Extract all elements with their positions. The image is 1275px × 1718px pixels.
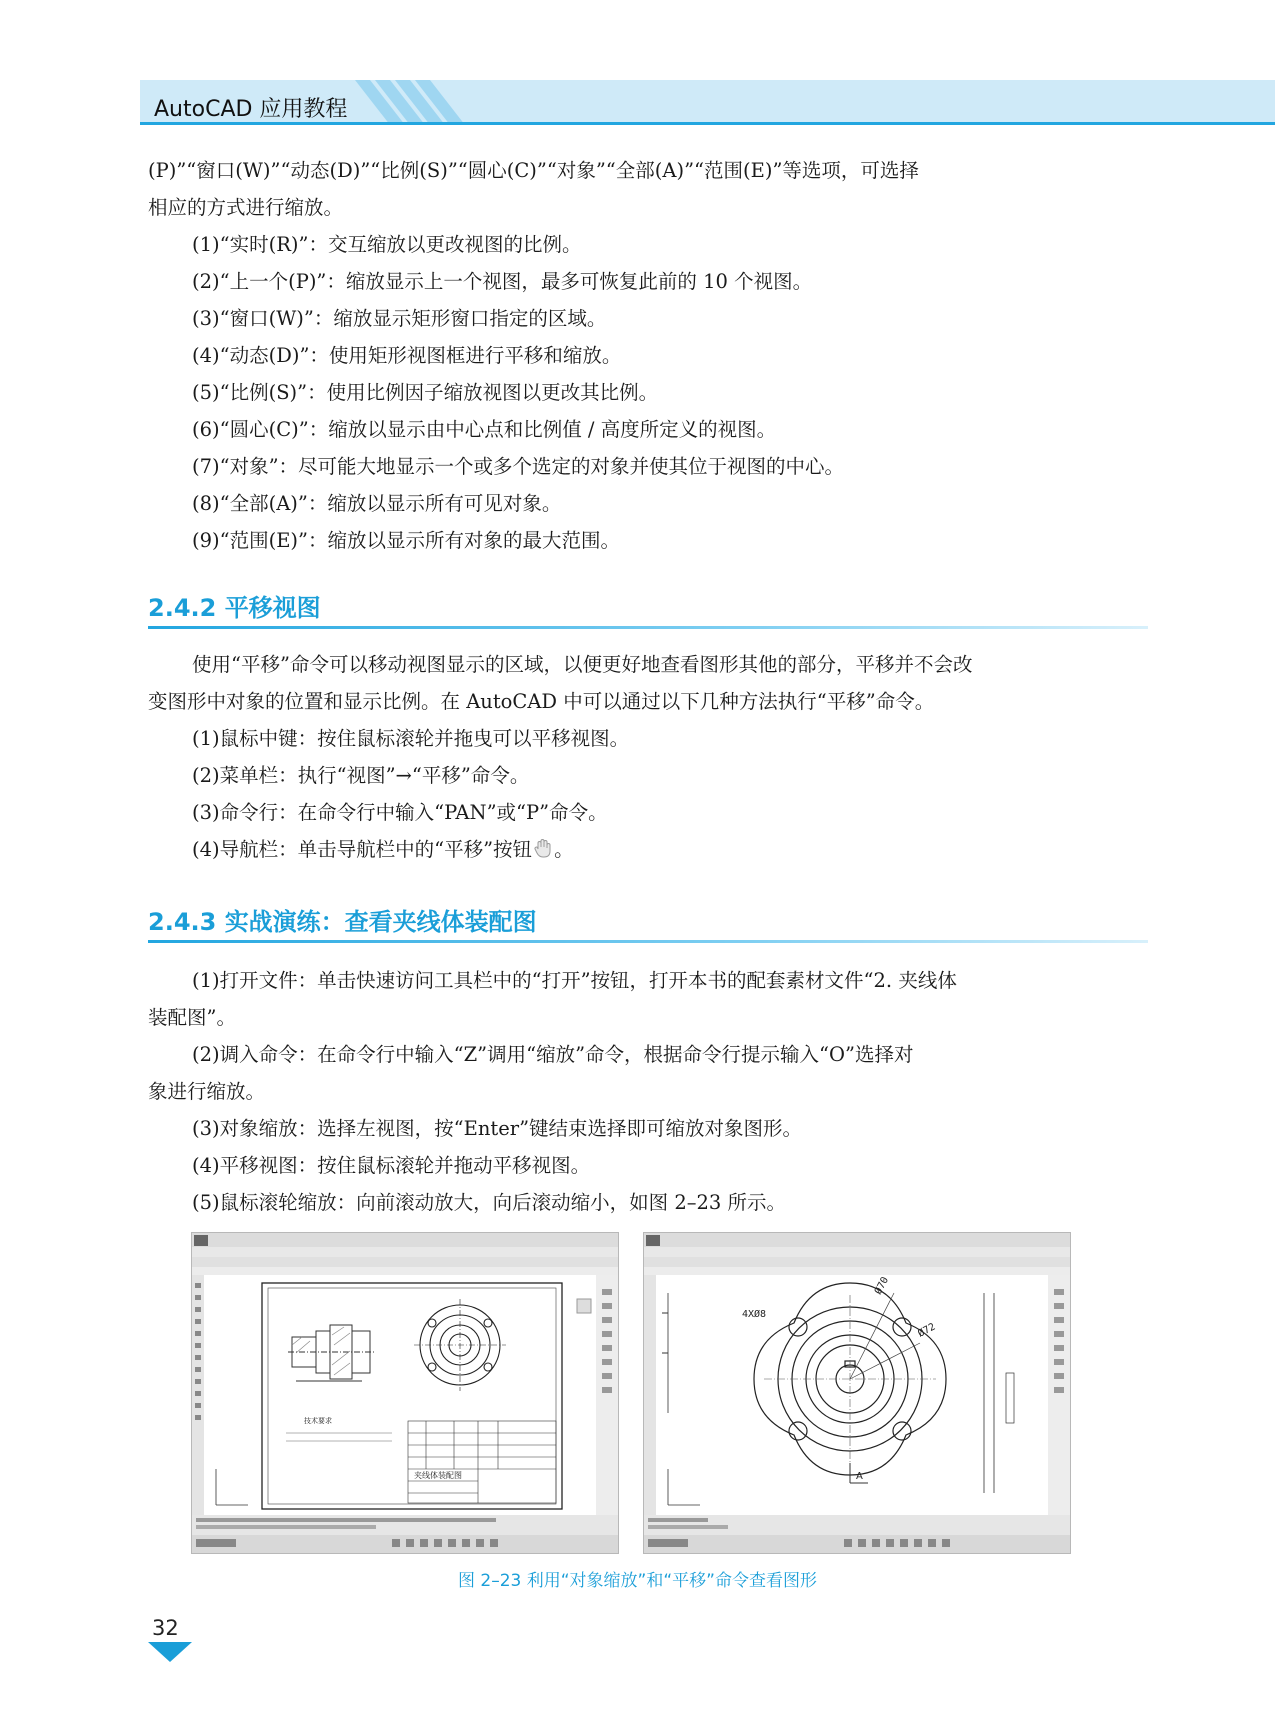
zoom-option-item: (1)“实时(R)”：交互缩放以更改视图的比例。 <box>192 233 582 256</box>
step-item: (4)平移视图：按住鼠标滚轮并拖动平移视图。 <box>192 1154 591 1177</box>
page-marker-triangle <box>148 1642 192 1664</box>
step-1-line-1: (1)打开文件：单击快速访问工具栏中的“打开”按钮，打开本书的配套素材文件“2. 夹线体 <box>192 969 957 992</box>
pan-para-line-1: 使用“平移”命令可以移动视图显示的区域，以便更好地查看图形其他的部分，平移并不会改 <box>192 653 973 676</box>
cad-right-drawing <box>644 1233 1070 1553</box>
step-2-line-2: 象进行缩放。 <box>148 1080 266 1103</box>
zoom-option-item: (9)“范围(E)”：缩放以显示所有对象的最大范围。 <box>192 529 621 552</box>
intro-line-1: (P)”“窗口(W)”“动态(D)”“比例(S)”“圆心(C)”“对象”“全部(A)”“范围(E)”等选项，可选择 <box>148 159 919 182</box>
pan-method-item-4-end: 。 <box>554 838 574 861</box>
dim-d1-label: Ø70 <box>872 1275 892 1297</box>
zoom-option-item: (4)“动态(D)”：使用矩形视图框进行平移和缩放。 <box>192 344 622 367</box>
section-underline <box>148 940 1148 943</box>
pan-para-line-2: 变图形中对象的位置和显示比例。在 AutoCAD 中可以通过以下几种方法执行“平移”命令。 <box>148 690 935 713</box>
notes-title: 技术要求 <box>304 1417 332 1425</box>
section-heading-243-text: 2.4.3 实战演练：查看夹线体装配图 <box>148 908 537 936</box>
page-number: 32 <box>152 1616 179 1640</box>
zoom-option-item: (7)“对象”：尽可能大地显示一个或多个选定的对象并使其位于视图的中心。 <box>192 455 845 478</box>
dim-hole-label: 4XØ8 <box>742 1309 767 1320</box>
figure-2-23 <box>191 1232 1071 1554</box>
hand-icon <box>532 834 554 871</box>
section-mark-label: A <box>856 1471 863 1482</box>
section-heading-242 <box>148 588 1148 623</box>
cad-screenshot-left <box>191 1232 619 1554</box>
section-heading-243 <box>148 902 1148 937</box>
practice-block <box>148 962 1108 1221</box>
pan-method-item: (2)菜单栏：执行“视图”→“平移”命令。 <box>192 764 530 787</box>
pan-method-item-4-text: (4)导航栏：单击导航栏中的“平移”按钮 <box>192 838 533 861</box>
step-1-line-2: 装配图”。 <box>148 1006 236 1029</box>
pan-block <box>148 646 1108 871</box>
cad-left-drawing <box>192 1233 618 1553</box>
pan-method-item: (1)鼠标中键：按住鼠标滚轮并拖曳可以平移视图。 <box>192 727 630 750</box>
title-block-text: 夹线体装配图 <box>414 1471 462 1480</box>
cad-screenshot-right <box>643 1232 1071 1554</box>
step-2-line-1: (2)调入命令：在命令行中输入“Z”调用“缩放”命令，根据命令行提示输入“O”选择对 <box>192 1043 914 1066</box>
pan-method-item: (3)命令行：在命令行中输入“PAN”或“P”命令。 <box>192 801 608 824</box>
dim-d2-label: Ø72 <box>916 1321 938 1340</box>
figure-caption: 图 2–23 利用“对象缩放”和“平移”命令查看图形 <box>458 1571 817 1591</box>
zoom-option-item: (6)“圆心(C)”：缩放以显示由中心点和比例值 / 高度所定义的视图。 <box>192 418 777 441</box>
step-item: (5)鼠标滚轮缩放：向前滚动放大，向后滚动缩小，如图 2–23 所示。 <box>192 1191 786 1214</box>
page-header <box>0 0 1275 130</box>
zoom-option-item: (8)“全部(A)”：缩放以显示所有可见对象。 <box>192 492 562 515</box>
zoom-option-item: (5)“比例(S)”：使用比例因子缩放视图以更改其比例。 <box>192 381 659 404</box>
section-heading-242-text: 2.4.2 平移视图 <box>148 594 321 622</box>
pan-method-item-4 <box>148 831 1108 871</box>
zoom-option-item: (2)“上一个(P)”：缩放显示上一个视图，最多可恢复此前的 10 个视图。 <box>192 270 813 293</box>
step-item: (3)对象缩放：选择左视图，按“Enter”键结束选择即可缩放对象图形。 <box>192 1117 803 1140</box>
zoom-option-item: (3)“窗口(W)”：缩放显示矩形窗口指定的区域。 <box>192 307 607 330</box>
zoom-options-block <box>148 152 1108 559</box>
header-title: AutoCAD 应用教程 <box>154 97 348 122</box>
section-underline <box>148 626 1148 629</box>
intro-line-2: 相应的方式进行缩放。 <box>148 196 344 219</box>
